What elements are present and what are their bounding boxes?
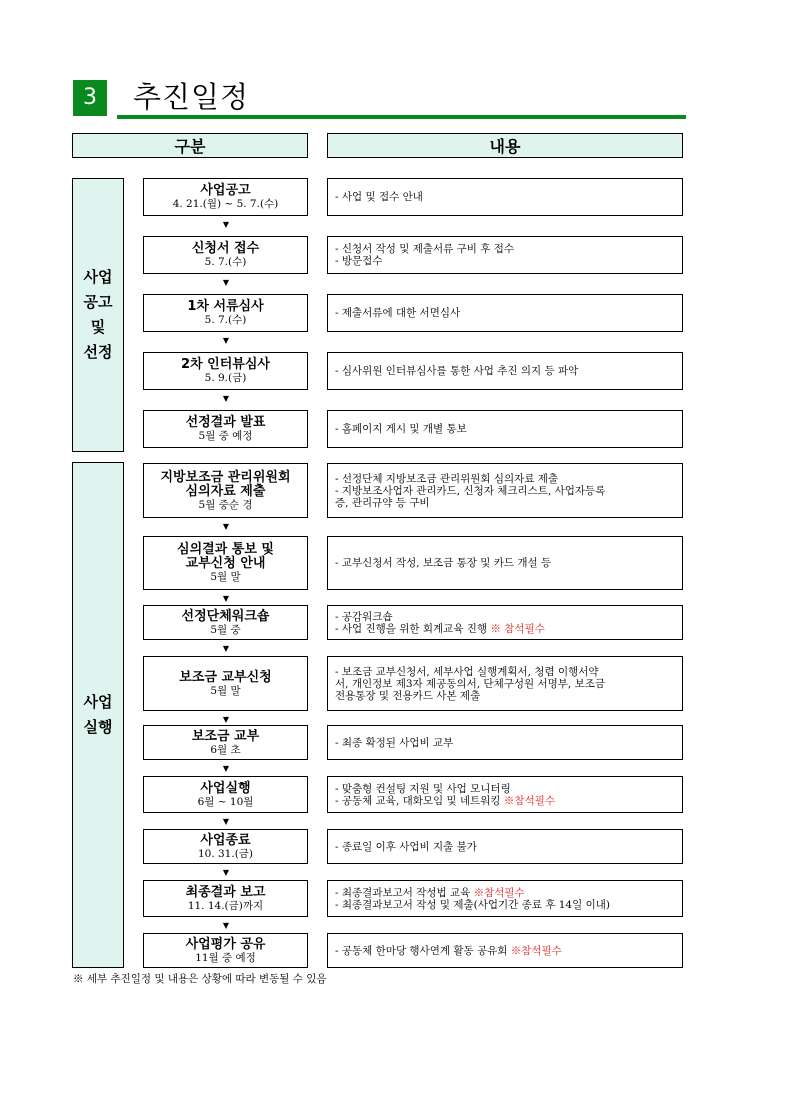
section-underline — [117, 115, 686, 119]
description-line — [335, 423, 675, 435]
description-text: - 공감워크숍 — [335, 610, 393, 623]
step-box — [143, 178, 308, 216]
step-box — [143, 605, 308, 640]
step-date: 5. 9.(금) — [204, 372, 247, 384]
description-line — [335, 737, 675, 749]
description-text: - 최종결과보고서 작성법 교육 — [335, 886, 471, 899]
step-date: 5월 중 예정 — [198, 430, 253, 442]
description-line — [335, 795, 675, 807]
step-box — [143, 880, 308, 917]
step-description — [327, 352, 683, 390]
step-date: 11. 14.(금)까지 — [187, 899, 264, 912]
section-number: 3 — [73, 80, 107, 116]
step-title: 2차 인터뷰심사 — [181, 357, 270, 372]
description-line — [335, 945, 675, 957]
description-line — [335, 783, 675, 795]
step-description — [327, 605, 683, 640]
description-text: - 공동체 한마당 행사연계 활동 공유회 — [335, 944, 508, 957]
description-line — [335, 255, 675, 267]
description-line — [335, 623, 675, 635]
step-date: 5. 7.(수) — [204, 256, 247, 268]
step-date: 10. 31.(금) — [197, 847, 254, 860]
down-arrow-icon: ▼ — [222, 336, 230, 345]
attendance-required-note: ※참석필수 — [503, 794, 555, 807]
footnote: ※ 세부 추진일정 및 내용은 상황에 따라 변동될 수 있음 — [73, 973, 327, 985]
step-description — [327, 536, 683, 590]
description-line — [335, 557, 675, 569]
step-description — [327, 236, 683, 274]
step-description — [327, 294, 683, 332]
step-box — [143, 725, 308, 760]
step-title: 사업평가 공유 — [185, 936, 266, 952]
description-line — [335, 887, 675, 899]
step-date: 6월 ~ 10월 — [197, 795, 254, 808]
attendance-required-note: ※참석필수 — [473, 886, 525, 899]
down-arrow-icon: ▼ — [222, 594, 230, 603]
step-title: 신청서 접수 — [191, 241, 260, 256]
step-box — [143, 829, 308, 864]
description-line — [335, 497, 675, 509]
step-title: 사업종료 — [200, 832, 251, 848]
step-title: 심의결과 통보 및 교부신청 안내 — [177, 542, 274, 571]
step-description — [327, 880, 683, 917]
description-line — [335, 899, 675, 911]
down-arrow-icon: ▼ — [222, 522, 230, 531]
step-title: 1차 서류심사 — [187, 299, 264, 314]
step-description — [327, 463, 683, 518]
down-arrow-icon: ▼ — [222, 764, 230, 773]
step-date: 11월 중 예정 — [195, 951, 256, 964]
step-description — [327, 725, 683, 760]
description-text: - 선정단체 지방보조금 관리위원회 심의자료 제출 — [335, 472, 559, 485]
step-title: 사업실행 — [200, 780, 251, 796]
description-text: - 사업 진행을 위한 회계교육 진행 — [335, 622, 488, 635]
down-arrow-icon: ▼ — [222, 868, 230, 877]
step-title: 보조금 교부 — [191, 728, 260, 744]
step-date: 6월 초 — [210, 743, 241, 756]
attendance-required-note: ※참석필수 — [510, 944, 562, 957]
step-description — [327, 776, 683, 813]
step-description — [327, 933, 683, 968]
step-box — [143, 536, 308, 590]
description-line — [335, 307, 675, 319]
step-date: 4. 21.(월) ~ 5. 7.(수) — [172, 198, 279, 210]
down-arrow-icon: ▼ — [222, 394, 230, 403]
down-arrow-icon: ▼ — [222, 278, 230, 287]
step-description — [327, 656, 683, 711]
group-selection-label: 사업 공고 및 선정 — [72, 178, 124, 452]
step-box — [143, 410, 308, 448]
step-box — [143, 656, 308, 711]
header-content: 내용 — [327, 133, 683, 158]
step-box — [143, 776, 308, 813]
attendance-required-note: ※ 참석필수 — [490, 622, 545, 635]
description-text: - 최종 확정된 사업비 교부 — [335, 736, 454, 749]
step-title: 사업공고 — [200, 183, 251, 198]
description-text: - 최종결과보고서 작성 및 제출(사업기간 종료 후 14일 이내) — [335, 898, 610, 911]
step-title: 보조금 교부신청 — [179, 669, 272, 685]
down-arrow-icon: ▼ — [222, 817, 230, 826]
description-text: - 지방보조사업자 관리카드, 신청자 체크리스트, 사업자등록 — [335, 484, 606, 497]
down-arrow-icon: ▼ — [222, 644, 230, 653]
step-date: 5월 중순 경 — [198, 498, 253, 511]
step-box — [143, 294, 308, 332]
step-date: 5월 말 — [210, 571, 241, 583]
description-text: 증, 관리규약 등 구비 — [335, 496, 430, 509]
description-line — [335, 365, 675, 377]
description-line — [335, 473, 675, 485]
description-text: - 제출서류에 대한 서면심사 — [335, 307, 461, 319]
step-title: 선정결과 발표 — [185, 415, 266, 430]
header-category: 구분 — [72, 133, 308, 158]
description-line — [335, 485, 675, 497]
step-description — [327, 178, 683, 216]
step-box — [143, 463, 308, 518]
step-date: 5월 말 — [210, 684, 241, 697]
description-text: - 방문접수 — [335, 255, 383, 267]
description-line — [335, 678, 675, 690]
down-arrow-icon: ▼ — [222, 921, 230, 930]
description-text: - 보조금 교부신청서, 세부사업 실행계획서, 청렴 이행서약 — [335, 665, 599, 678]
step-title: 최종결과 보고 — [185, 884, 266, 900]
group-execution-label: 사업 실행 — [72, 462, 124, 968]
step-box — [143, 236, 308, 274]
step-box — [143, 352, 308, 390]
description-line — [335, 690, 675, 702]
description-text: - 교부신청서 작성, 보조금 통장 및 카드 개설 등 — [335, 557, 552, 569]
down-arrow-icon: ▼ — [222, 220, 230, 229]
description-line — [335, 841, 675, 853]
step-date: 5. 7.(수) — [204, 314, 247, 326]
section-title: 추진일정 — [133, 80, 250, 114]
step-title: 지방보조금 관리위원회 심의자료 제출 — [160, 469, 291, 499]
step-title: 선정단체워크숍 — [181, 608, 270, 624]
description-line — [335, 191, 675, 203]
down-arrow-icon: ▼ — [222, 715, 230, 724]
description-line — [335, 243, 675, 255]
step-description — [327, 829, 683, 864]
description-line — [335, 666, 675, 678]
step-box — [143, 933, 308, 968]
step-date: 5월 중 — [210, 623, 241, 636]
description-text: - 심사위원 인터뷰심사를 통한 사업 추진 의지 등 파악 — [335, 365, 579, 377]
description-text: - 공동체 교육, 대화모임 및 네트워킹 — [335, 794, 501, 807]
description-text: - 맞춤형 컨설팅 지원 및 사업 모니터링 — [335, 782, 511, 795]
description-text: 전용통장 및 전용카드 사본 제출 — [335, 689, 481, 702]
description-text: - 사업 및 접수 안내 — [335, 191, 423, 203]
description-text: - 종료일 이후 사업비 지출 불가 — [335, 840, 477, 853]
description-text: - 신청서 작성 및 제출서류 구비 후 접수 — [335, 243, 515, 255]
step-description — [327, 410, 683, 448]
description-text: - 홈페이지 게시 및 개별 통보 — [335, 423, 467, 435]
description-line — [335, 611, 675, 623]
description-text: 서, 개인정보 제3자 제공동의서, 단체구성원 서명부, 보조금 — [335, 677, 606, 690]
